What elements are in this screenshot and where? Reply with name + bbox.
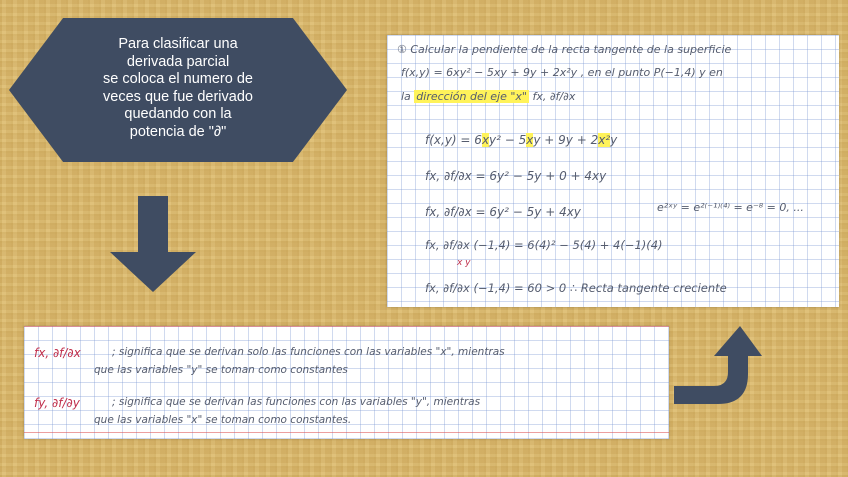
eq1-highlight-x: x² (598, 133, 611, 147)
definition-fy-line1: ; significa que se derivan las funciones con las variables "y", mientras (112, 396, 481, 408)
arrow-down-icon (110, 196, 196, 292)
problem-function-line: f(x,y) = 6xy² − 5xy + 9y + 2x²y , en el punto P(−1,4) y en (401, 66, 723, 79)
equation-4: fx, ∂f/∂x (−1,4) = 6(4)² − 5(4) + 4(−1)(4) (425, 238, 663, 252)
callout-line: veces que fue derivado (103, 88, 253, 105)
callout-line: se coloca el numero de (103, 71, 253, 87)
equation-1 (425, 133, 617, 147)
eq1-part: y (610, 133, 618, 147)
direction-highlight: dirección del eje "x" (416, 90, 527, 103)
eq1-part: y + 9y + 2 (533, 133, 599, 147)
definition-fx-line1: ; significa que se derivan solo las funciones con las variables "x", mientras (112, 346, 505, 358)
direction-suffix: fx, ∂f/∂x (529, 90, 576, 103)
exponential-side-note: e²ˣʸ = e²⁽⁻¹⁾⁽⁴⁾ = e⁻⁸ = 0, ... (657, 201, 804, 214)
definition-fx-symbol: fx, ∂f/∂x (34, 346, 81, 360)
definition-fx-line2: que las variables "y" se toman como constantes (94, 364, 348, 376)
equation-5: fx, ∂f/∂x (−1,4) = 60 > 0 ∴ Recta tangente creciente (425, 281, 727, 295)
equation-4-marks: x y (457, 258, 471, 268)
arrow-turn-up-icon (674, 326, 762, 404)
margin-line (24, 432, 669, 433)
margin-line (24, 326, 669, 327)
callout-line: Para clasificar una (118, 36, 238, 52)
callout-line: potencia de "∂" (129, 123, 227, 140)
eq1-highlight-x: x (526, 133, 534, 147)
problem-statement-line: ① Calcular la pendiente de la recta tangente de la superficie (397, 43, 732, 56)
definition-fy-line2: que las variables "x" se toman como constantes. (94, 414, 352, 426)
problem-direction-line (401, 90, 575, 103)
equation-2: fx, ∂f/∂x = 6y² − 5y + 0 + 4xy (425, 169, 607, 183)
callout-text (60, 36, 296, 141)
notes-image-bottom (24, 326, 669, 439)
eq1-part: y² − 5 (489, 133, 527, 147)
callout-line: quedando con la (124, 106, 232, 122)
eq1-part: f(x,y) = 6 (425, 133, 482, 147)
equation-3: fx, ∂f/∂x = 6y² − 5y + 4xy (425, 205, 581, 219)
callout-line: derivada parcial (126, 53, 230, 70)
direction-prefix: la (401, 90, 415, 103)
notes-image-top (387, 35, 839, 307)
eq1-highlight-x: x (481, 133, 490, 147)
definition-fy-symbol: fy, ∂f/∂y (34, 396, 80, 410)
